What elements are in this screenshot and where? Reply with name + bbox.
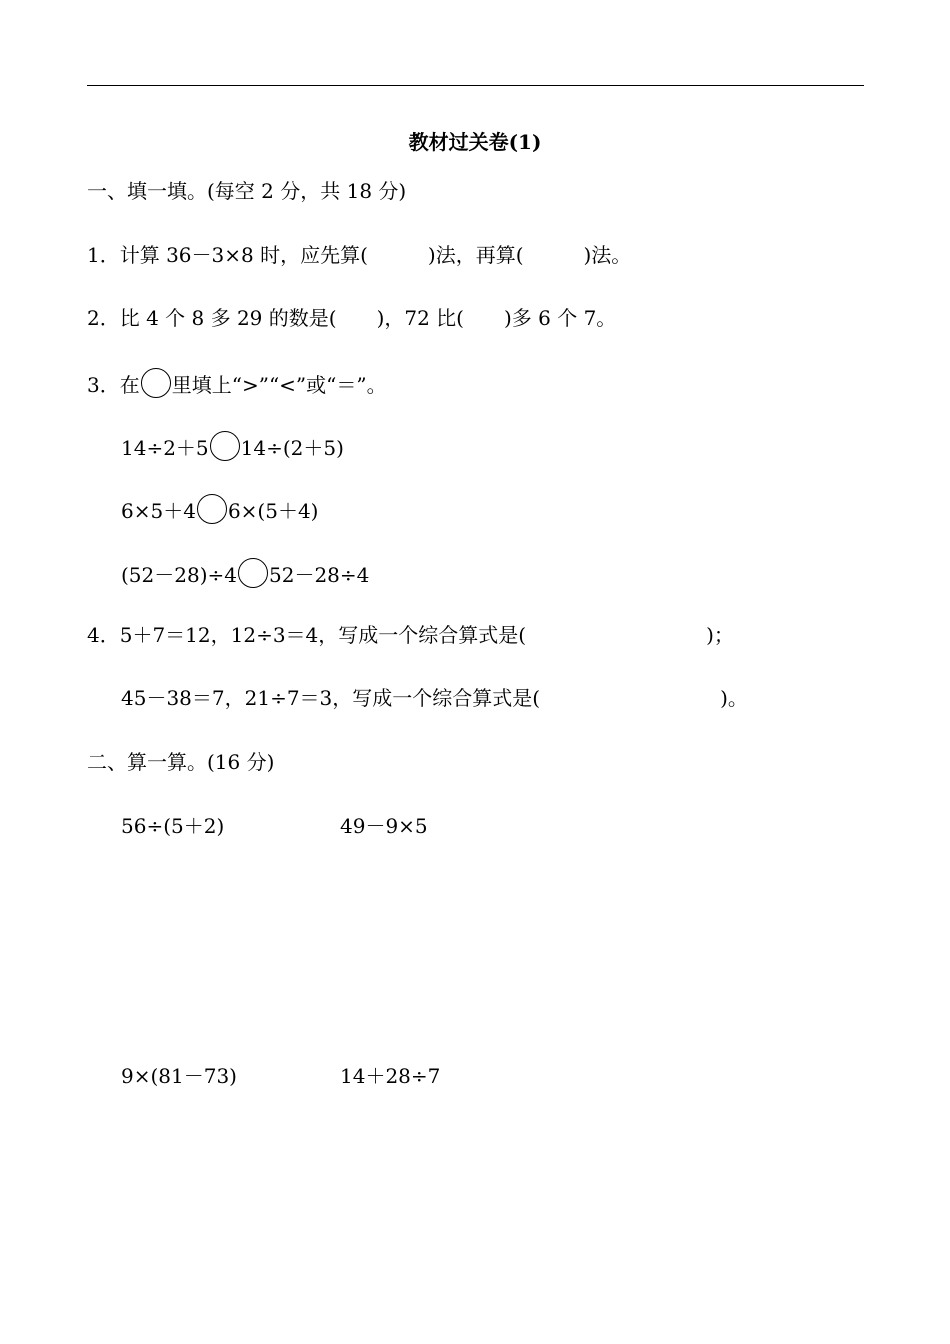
compare-left: (52－28)÷4 [121,563,237,587]
compare-row-2 [121,494,318,524]
question-1: 1．计算 36－3×8 时，应先算( )法，再算( )法。 [87,243,632,267]
question-4-line-1: 4．5＋7＝12，12÷3＝4，写成一个综合算式是( )； [87,623,734,647]
compare-row-1 [121,431,344,461]
compare-circle-2[interactable] [197,494,227,524]
compare-circle-1[interactable] [210,431,240,461]
section-2-heading: 二、算一算。(16 分) [87,750,275,774]
compare-right: 6×(5＋4) [227,499,319,523]
compare-row-3 [121,558,369,588]
compare-left: 6×5＋4 [121,499,196,523]
section-1-heading: 一、填一填。(每空 2 分，共 18 分) [87,179,407,203]
question-3-prefix: 3．在 [87,373,140,397]
compare-right: 52－28÷4 [269,563,370,587]
page-title: 教材过关卷(1) [408,130,542,154]
compare-circle-3[interactable] [238,558,268,588]
question-4-line-2: 45－38＝7，21÷7＝3，写成一个综合算式是( )。 [121,686,748,710]
question-3-suffix: 里填上“>”“<”或“＝”。 [171,373,387,397]
question-3 [87,368,387,398]
compare-left: 14÷2＋5 [121,436,209,460]
calc-problem-4: 14＋28÷7 [340,1064,441,1088]
compare-right: 14÷(2＋5) [240,436,344,460]
question-2: 2．比 4 个 8 多 29 的数是( )，72 比( )多 6 个 7。 [87,306,617,330]
calc-problem-3: 9×(81－73) [121,1064,237,1088]
calc-problem-1: 56÷(5＋2) [121,814,225,838]
header-rule [87,85,864,86]
calc-problem-2: 49－9×5 [340,814,428,838]
compare-circle-example[interactable] [141,368,171,398]
